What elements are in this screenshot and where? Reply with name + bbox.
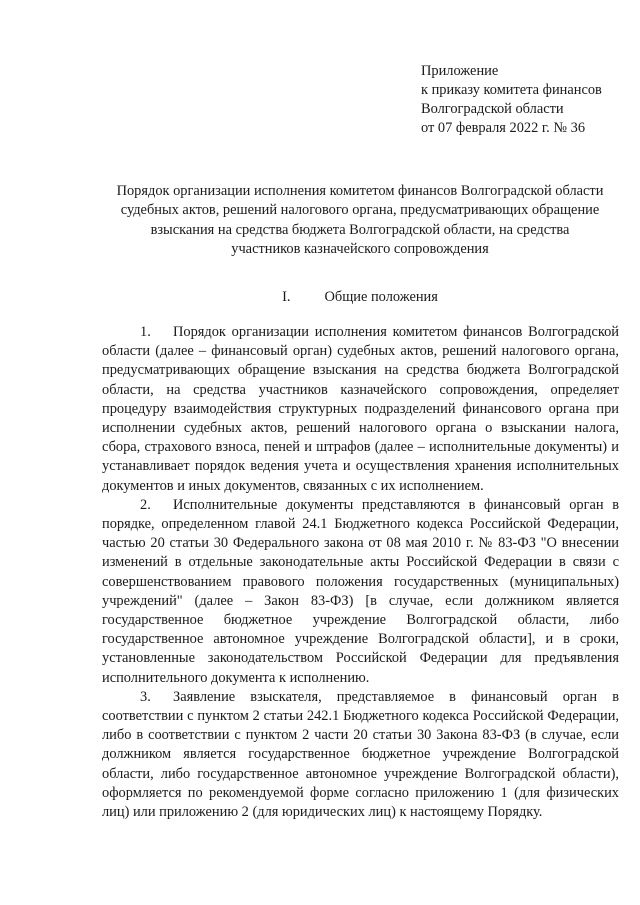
paragraph (102, 496, 619, 688)
title-line: взыскания на средства бюджета Волгоградской области, на средства (150, 221, 570, 238)
document-body (102, 323, 619, 822)
title-line: Порядок организации исполнения комитетом финансов Волгоградской области (116, 183, 604, 199)
paragraph (102, 688, 619, 822)
title-line: судебных актов, решений налогового органа, предусматривающих обращение (120, 202, 600, 219)
annex-line-region: Волгоградской области (421, 101, 564, 117)
annex-line-order: к приказу комитета финансов (421, 82, 602, 98)
paragraph-text: Заявление взыскателя, представляемое в финансовый орган в соответствии с пунктом 2 статьи 242.1 Бюджетного кодекса Российской Федерации, либо в соответствии с пунктом 2 части 20 статьи 30 Закона 83-ФЗ (в случае, если должником является государственное бюджетное учреждение Волгоградской области, либо государственное автономное учреждение Волгоградской области), оформляется по рекомендуемой форме согласно приложению 1 (для физических лиц) или приложению 2 (для юридических лиц) к настоящему Порядку. (102, 688, 619, 821)
annex-block (421, 62, 602, 138)
paragraph-text: Порядок организации исполнения комитетом финансов Волгоградской области (далее – финансовый орган) судебных актов, решений налогового органа, предусматривающих обращение взыскания на средства бюджета Волгоградской области, на средства участников казначейского сопровождения, определяет процедуру взаимодействия структурных подразделений финансового органа при исполнении судебных актов, решений налогового органа о взыскании налога, сбора, страхового взноса, пеней и штрафов (далее – исполнительные документы) и устанавливает порядок ведения учета и осуществления хранения исполнительных документов и иных документов, связанных с их исполнением. (102, 324, 619, 494)
paragraph (102, 323, 619, 496)
paragraph-number: 1. (140, 324, 151, 340)
paragraph-number: 3. (140, 688, 151, 705)
section-number: I. (282, 289, 291, 305)
section-title: Общие положения (324, 289, 438, 305)
document-title (100, 182, 620, 259)
paragraph-text: Исполнительные документы представляются в финансовый орган в порядке, определенном главой 24.1 Бюджетного кодекса Российской Федерации, частью 20 статьи 30 Федерального закона от 08 мая 2010 г. № 83-ФЗ "О внесении изменений в отдельные законодательные акты Российской Федерации в связи с совершенствованием правового положения государственных (муниципальных) учреждений" (далее – Закон 83-ФЗ) [в случае, если должником является государственное бюджетное учреждение Волгоградской области, либо государственное автономное учреждение Волгоградской области], и в сроки, установленные законодательством Российской Федерации для предъявления исполнительного документа к исполнению. (102, 496, 619, 686)
annex-line-heading: Приложение (421, 63, 499, 79)
section-heading (100, 288, 620, 307)
title-line: участников казначейского сопровождения (231, 240, 489, 257)
paragraph-number: 2. (140, 496, 151, 513)
annex-line-date: от 07 февраля 2022 г. № 36 (421, 120, 586, 136)
